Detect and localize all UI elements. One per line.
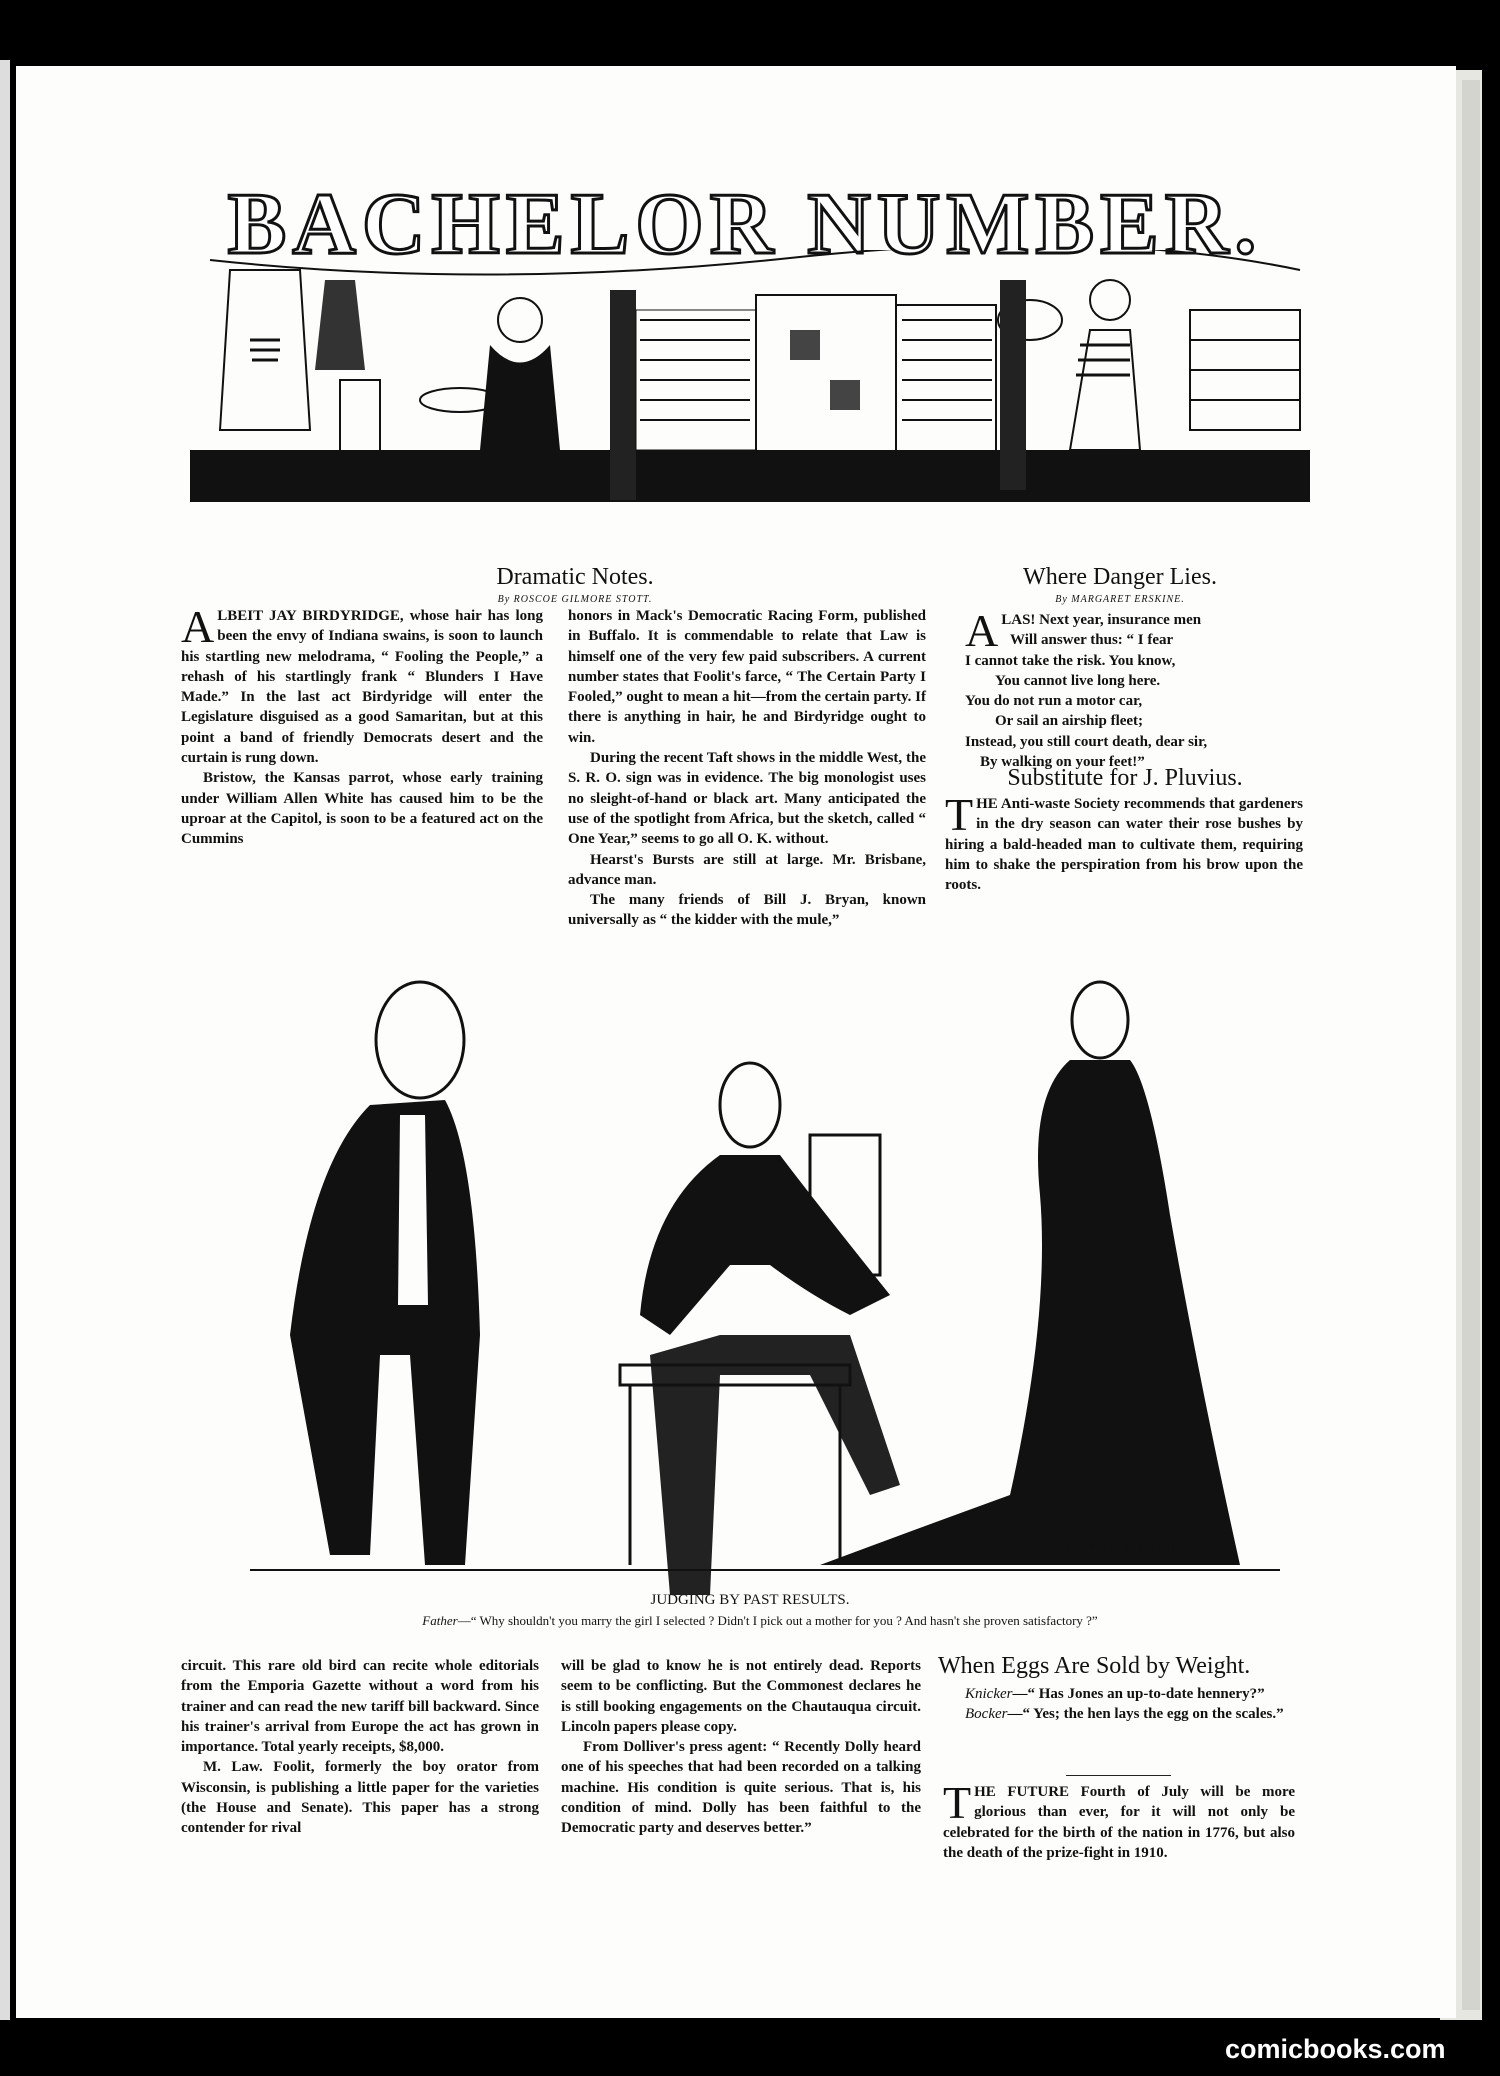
masthead-title: BACHELOR NUMBER. bbox=[227, 176, 1263, 273]
paragraph: HE FUTURE Fourth of July will be more glorious than ever, for it will not only be celebrated for the birth of the nation in 1776, but also the death of the prize-fight in 1910. bbox=[943, 1784, 1295, 1861]
binding-gutter bbox=[0, 60, 10, 2020]
paragraph: Hearst's Bursts are still at large. Mr. Brisbane, advance man. bbox=[568, 851, 926, 888]
paragraph: will be glad to know he is not entirely dead. Reports seem to be conflicting. But the Commonest declares he is still booking engagements on the Chautauqua circuit. Lincoln papers please copy. bbox=[561, 1658, 921, 1735]
poem-line: You cannot live long here. bbox=[995, 672, 1161, 689]
poem-line: LAS! Next year, insurance men bbox=[1001, 612, 1202, 628]
dramatic-notes-col1 bbox=[181, 601, 543, 850]
paragraph: LBEIT JAY BIRDYRIDGE, whose hair has long been the envy of Indiana swains, is soon to launch his startling new melodrama, “ Fooling the People,” a rehash of his startlingly frank “ Blunders I Have Made.” In the last act Birdyridge will enter the Legislature disguised as a good Samaritan, but at this point a band of friendly Democrats desert and the curtain is rung down. bbox=[181, 608, 543, 767]
poem-line: Or sail an airship fleet; bbox=[995, 713, 1144, 730]
artist-signature: OTTO LANG bbox=[1060, 1542, 1181, 1557]
judging-by-past-results-illustration bbox=[250, 935, 1280, 1600]
drop-cap: T bbox=[943, 1777, 972, 1828]
dramatic-notes-col4 bbox=[561, 1656, 921, 1839]
illustration-caption bbox=[260, 1613, 1260, 1629]
poem-line: By walking on your feet!” bbox=[980, 754, 1145, 771]
dramatic-notes-heading: Dramatic Notes. bbox=[496, 564, 654, 590]
substitute-heading: Substitute for J. Pluvius. bbox=[1007, 765, 1243, 791]
speaker-label: Father bbox=[422, 1613, 458, 1628]
drop-cap: A bbox=[965, 605, 999, 656]
illustration-title: JUDGING BY PAST RESULTS. bbox=[650, 1592, 850, 1608]
caption-text: —“ Why shouldn't you marry the girl I selected ? Didn't I pick out a mother for you ? And hasn't she proven satisfactory ?” bbox=[457, 1613, 1098, 1628]
paragraph: During the recent Taft shows in the middle West, the S. R. O. sign was in evidence. The big monologist uses no sleight-of-hand or black art. Many anticipated the use of the spotlight from Africa, but the sketch, called “ One Year,” seems to go all O. K. without. bbox=[568, 750, 926, 848]
dramatic-notes-col2 bbox=[568, 606, 926, 931]
section-divider bbox=[1066, 1775, 1171, 1776]
eggs-heading: When Eggs Are Sold by Weight. bbox=[938, 1653, 1251, 1679]
drop-cap: T bbox=[945, 789, 974, 840]
drop-cap: A bbox=[181, 601, 215, 652]
paragraph: Bristow, the Kansas parrot, whose early training under William Allen White has caused him to be the uproar at the Capitol, is soon to be a featured act on the Cummins bbox=[181, 770, 543, 848]
eggs-text bbox=[943, 1777, 1295, 1863]
paragraph: HE Anti-waste Society recommends that gardeners in the dry season can water their rose bushes by hiring a bald-headed man to cultivate them, requiring him to shake the perspiration from his brow upon the roots. bbox=[945, 796, 1303, 894]
watermark: comicbooks.com bbox=[1225, 2034, 1446, 2064]
poem-line: You do not run a motor car, bbox=[965, 693, 1143, 710]
where-danger-lies-byline: By MARGARET ERSKINE. bbox=[1055, 594, 1185, 605]
substitute-text bbox=[945, 789, 1303, 895]
paragraph: honors in Mack's Democratic Racing Form, published in Buffalo. It is commendable to relate that Law is himself one of the very few paid subscribers. A current number states that Foolit's farce, “ The Certain Party I Fooled,” ought to mean a hit—from the certain party. If there is anything in hair, he and Birdyridge ought to win. bbox=[568, 608, 926, 746]
where-danger-lies-heading: Where Danger Lies. bbox=[1023, 564, 1217, 590]
paragraph: From Dolliver's press agent: “ Recently Dolly heard one of his speeches that had been recorded on a talking machine. His condition is quite serious. That is, his condition of mind. Dolly has been faithful to the Democratic party and deserves better.” bbox=[561, 1739, 921, 1837]
speaker-label: Bocker bbox=[965, 1706, 1008, 1723]
dialogue-line: —“ Yes; the hen lays the egg on the scales.” bbox=[1007, 1706, 1284, 1723]
speaker-label: Knicker bbox=[965, 1686, 1013, 1702]
dramatic-notes-col3 bbox=[181, 1656, 539, 1839]
paragraph: The many friends of Bill J. Bryan, known universally as “ the kidder with the mule,” bbox=[568, 892, 926, 929]
poem-line: Will answer thus: “ I fear bbox=[1010, 632, 1174, 649]
page-edge-shadow bbox=[1462, 80, 1480, 2010]
eggs-dialogue bbox=[943, 1684, 1295, 1725]
bachelor-banner-illustration bbox=[190, 250, 1310, 540]
dramatic-notes-byline: By ROSCOE GILMORE STOTT. bbox=[497, 594, 653, 605]
paragraph: circuit. This rare old bird can recite whole editorials from the Emporia Gazette without a word from his trainer and can read the new tariff bill backward. Since his trainer's arrival from Europe the act has grown in importance. Total yearly receipts, $8,000. bbox=[181, 1658, 539, 1756]
poem-line: Instead, you still court death, dear sir, bbox=[965, 733, 1208, 750]
paragraph: M. Law. Foolit, formerly the boy orator from Wisconsin, is publishing a little paper for the varieties (the House and Senate). This paper has a strong contender for rival bbox=[181, 1759, 539, 1837]
where-danger-lies-poem bbox=[965, 605, 1285, 772]
dialogue-line: —“ Has Jones an up-to-date hennery?” bbox=[1012, 1686, 1265, 1702]
poem-line: I cannot take the risk. You know, bbox=[965, 652, 1176, 669]
